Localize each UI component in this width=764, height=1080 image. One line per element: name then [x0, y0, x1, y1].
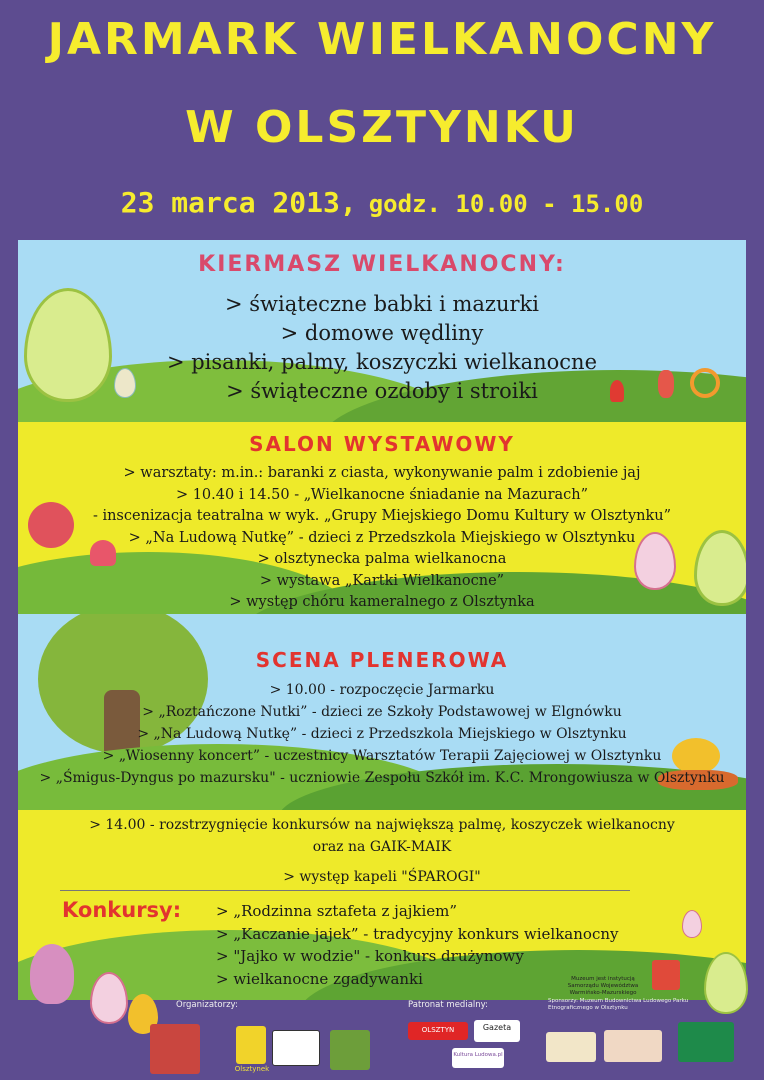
mdk-logo — [272, 1030, 320, 1066]
konkursy-heading: Konkursy: — [62, 898, 182, 922]
patronat-label: Patronat medialny: — [408, 1000, 488, 1010]
list-item: > olsztynecka palma wielkanocna — [257, 551, 507, 567]
sponsor-logo — [604, 1030, 662, 1062]
list-item: > 14.00 - rozstrzygnięcie konkursów na największą palmę, koszyczek wielkanocny — [89, 817, 675, 833]
library-logo — [330, 1030, 370, 1070]
list-item: oraz na GAIK-MAIK — [312, 839, 452, 855]
list-item: > warsztaty: m.in.: baranki z ciasta, wykonywanie palm i zdobienie jaj — [123, 465, 641, 481]
gazeta-label: Gazeta — [482, 1023, 512, 1032]
divider — [60, 890, 630, 891]
event-date — [0, 186, 764, 219]
organizers-label: Organizatorzy: — [176, 1000, 238, 1010]
salon-heading: SALON WYSTAWOWY — [249, 432, 515, 456]
list-item: > „Rodzinna sztafeta z jajkiem” — [216, 902, 458, 920]
kultura-label: Kultura Ludowa.pl — [453, 1052, 503, 1058]
kiermasz-heading: KIERMASZ WIELKANOCNY: — [198, 252, 566, 277]
list-item: > domowe wędliny — [280, 321, 484, 345]
sponsor-label: Sponsorzy: Muzeum Budownictwa Ludowego Parku Etnograficznego w Olsztynku — [548, 998, 689, 1011]
museum-note: Muzeum jest instytucją Samorządu Województwa Warmińsko-Mazurskiego — [567, 976, 639, 996]
scena-heading: SCENA PLENEROWA — [255, 648, 509, 672]
list-item: - inscenizacja teatralna w wyk. „Grupy Miejskiego Domu Kultury w Olsztynku” — [92, 508, 672, 524]
list-item: > występ chóru kameralnego z Olsztynka — [229, 594, 535, 610]
sponsor-logo — [678, 1022, 734, 1062]
list-item: > wystawa „Kartki Wielkanocne” — [259, 572, 505, 589]
list-item: > świąteczne babki i mazurki — [225, 292, 539, 316]
list-item: > „Na Ludową Nutkę” - dzieci z Przedszkola Miejskiego w Olsztynku — [128, 529, 636, 546]
list-item: > „Śmigus-Dyngus po mazursku" - uczniowie Zespołu Szkół im. K.C. Mrongowiusza w Olsztynku — [39, 770, 725, 786]
kiermasz-list — [0, 290, 764, 406]
list-item: > „Kaczanie jajek” - tradycyjny konkurs wielkanocny — [216, 924, 619, 943]
list-item: > świąteczne ozdoby i stroiki — [226, 379, 538, 403]
list-item: > "Jajko w wodzie" - konkurs drużynowy — [216, 947, 524, 965]
list-item: > występ kapeli "ŚPAROGI" — [283, 869, 481, 885]
list-item: > „Roztańczone Nutki” - dzieci ze Szkoły Podstawowej w Elgnówku — [142, 704, 622, 720]
title-line-1: JARMARK WIELKANOCNY — [47, 14, 717, 65]
olsztynek-label: Olsztynek — [234, 1065, 270, 1073]
coat-of-arms-icon — [652, 960, 680, 990]
list-item: > 10.00 - rozpoczęcie Jarmarku — [269, 682, 495, 698]
footer — [0, 1000, 764, 1080]
date-text: 23 marca 2013, — [120, 186, 357, 219]
sponsor-logo — [546, 1032, 596, 1062]
list-item: > „Na Ludową Nutkę” - dzieci z Przedszkola Miejskiego w Olsztynku — [137, 726, 627, 742]
title-line-2: W OLSZTYNKU — [185, 102, 579, 153]
museum-logo — [150, 1024, 200, 1074]
list-item: > pisanki, palmy, koszyczki wielkanocne — [166, 350, 598, 374]
salon-list — [0, 463, 764, 614]
time-text: godz. 10.00 - 15.00 — [368, 190, 644, 218]
bunny-icon — [30, 944, 74, 1004]
list-item: > wielkanocne zgadywanki — [216, 969, 423, 988]
list-item: > „Wiosenny koncert” - uczestnicy Warsztatów Terapii Zajęciowej w Olsztynku — [102, 748, 662, 764]
easter-egg-icon — [682, 910, 702, 938]
list-item: > 10.40 i 14.50 - „Wielkanocne śniadanie na Mazurach” — [175, 486, 589, 503]
olsztyn-label: OLSZTYN — [421, 1026, 455, 1034]
results-list — [0, 814, 764, 888]
olsztynek-logo — [236, 1026, 266, 1064]
konkursy-list — [216, 900, 618, 990]
scena-list — [0, 679, 764, 789]
